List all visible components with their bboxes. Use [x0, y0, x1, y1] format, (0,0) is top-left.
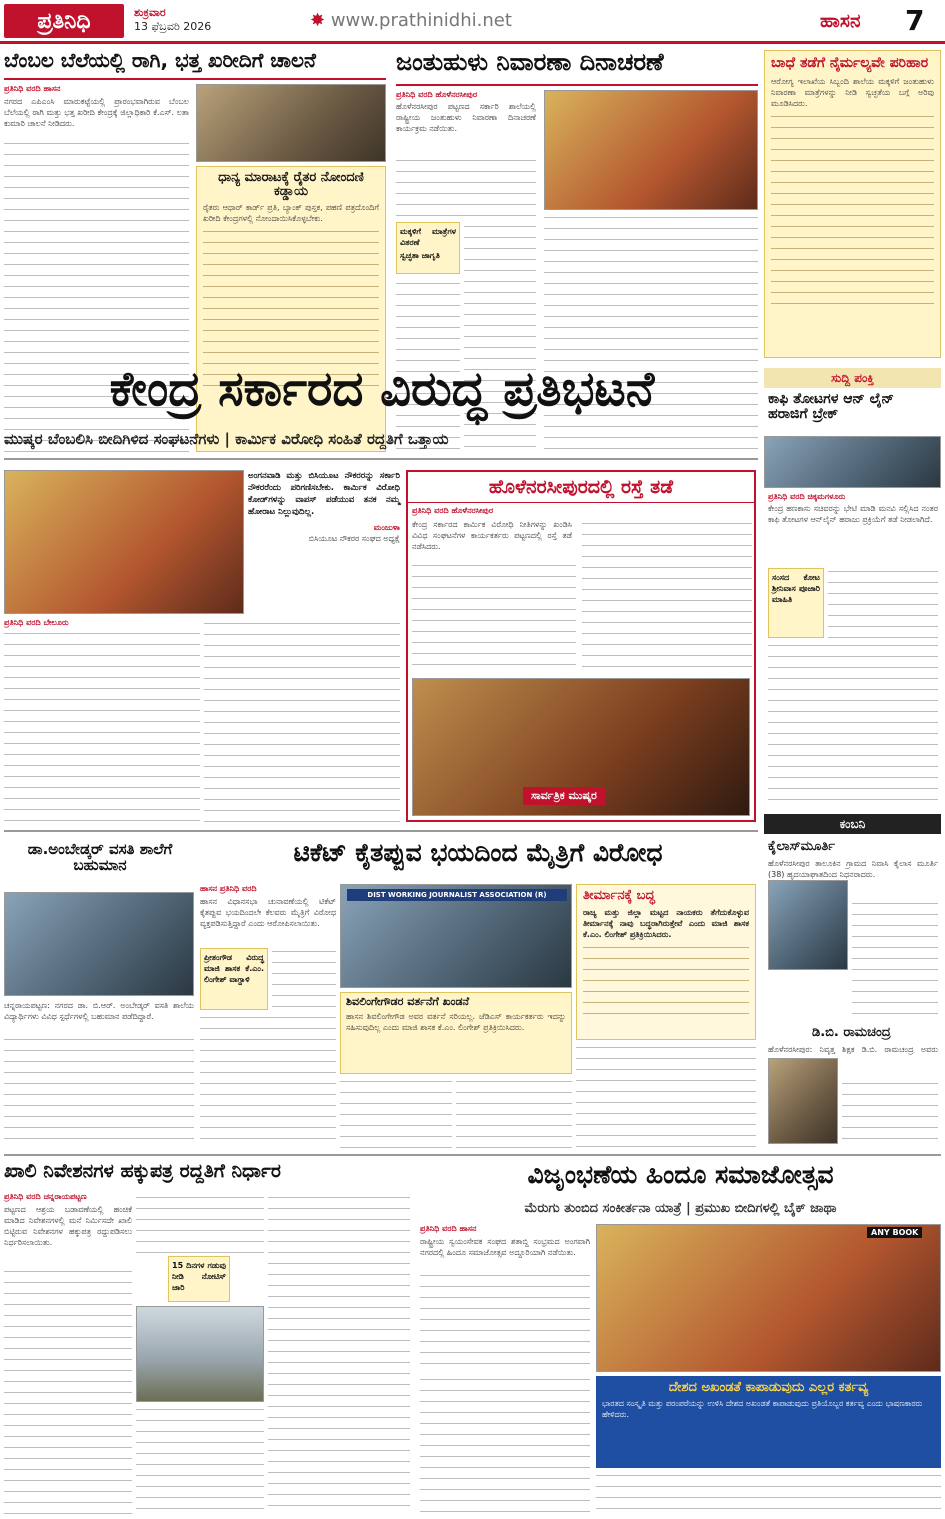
section-divider	[4, 458, 758, 460]
story-deworm-byline: ಪ್ರತಿನಿಧಿ ವರದಿ ಹೊಳೆನರಸೀಪುರ	[396, 90, 478, 99]
story-land-body-a	[4, 1268, 132, 1514]
story-ticket-body-a	[272, 948, 336, 1010]
condolence-text-2: ಹೊಳೆನರಸೀಪುರ: ನಿವೃತ್ತ ಶಿಕ್ಷಕ ಡಿ.ಬಿ. ರಾಮಚಂದ್ರ ಅವರು	[768, 1045, 938, 1054]
lead-story-body-a	[4, 630, 200, 822]
story-hindu-byline: ಪ್ರತಿನಿಧಿ ವರದಿ ಹಾಸನ	[420, 1224, 477, 1233]
story-deworm-pullquote2: ಸ್ವಚ್ಛತಾ ಜಾಗೃತಿ	[400, 251, 440, 260]
sidebox-hygiene	[764, 50, 941, 358]
story-ragi-headline: ಬೆಂಬಲ ಬೆಲೆಯಲ್ಲಿ ರಾಗಿ, ಭತ್ತ ಖರೀದಿಗೆ ಚಾಲನೆ	[4, 48, 316, 72]
story-land-headline: ಖಾಲಿ ನಿವೇಶನಗಳ ಹಕ್ಕುಪತ್ರ ರದ್ದತಿಗೆ ನಿರ್ಧಾರ	[4, 1160, 281, 1182]
story-hindu-box	[596, 1376, 941, 1468]
story-ticket-subbox-body	[583, 944, 749, 1014]
protest-banner: ಸಾರ್ವತ್ರಿಕ ಮುಷ್ಕರ	[523, 787, 605, 805]
lead-story-quote-role: ಬಿಸಿಯೂಟ ನೌಕರರ ಸಂಘದ ಅಧ್ಯಕ್ಷೆ	[308, 534, 400, 543]
story-hindu-headline: ವಿಜೃಂಭಣೆಯ ಹಿಂದೂ ಸಮಾಜೋತ್ಸವ	[527, 1160, 834, 1189]
sidebox-hygiene-body	[771, 113, 934, 313]
website-url-text: www.prathinidhi.net	[330, 10, 512, 31]
condolence-name-1: ಕೈಲಾಸ್‌ಮೂರ್ತಿ	[768, 839, 835, 854]
story-hindu-subhead: ಮೆರುಗು ತುಂಬಿದ ಸಂಕೀರ್ತನಾ ಯಾತ್ರೆ | ಪ್ರಮುಖ ಬೀದಿಗಳಲ್ಲಿ ಬೈಕ್ ಜಾಥಾ	[524, 1201, 837, 1216]
story-hindu-body-c	[596, 1472, 941, 1514]
lead-story-quote: ಅಂಗನವಾಡಿ ಮತ್ತು ಬಿಸಿಯೂಟ ನೌಕರರನ್ನು ಸರ್ಕಾರಿ ನೌಕರರೆಂದು ಪರಿಗಣಿಸಬೇಕು. ಕಾರ್ಮಿಕ ವಿರೋಧಿ ಕೋಡ್‌ಗಳನ್ನು ವಾಪಸ್ ಪಡೆಯುವ ತನಕ ನಮ್ಮ ಹೋರಾಟ ನಿಲ್ಲುವುದಿಲ್ಲ.	[248, 471, 400, 517]
story-ticket-photo-text: ಹಾಸನ ಶಿವಲಿಂಗೇಗೌಡ ಅವರ ವರ್ತನೆ ಸರಿಯಲ್ಲ. ಜೆಡಿಎಸ್ ಕಾರ್ಯಕರ್ತರು ಇದನ್ನು ಸಹಿಸುವುದಿಲ್ಲ ಎಂದು ಮಾಜಿ ಶಾಸಕ ಕೆ.ಎಂ. ಲಿಂಗೇಶ್ ಪ್ರತಿಕ್ರಿಯಿಸಿದರು.	[346, 1011, 566, 1032]
story-hindu-box-text: ಭಾರತದ ಸಂಸ್ಕೃತಿ ಮತ್ತು ಪರಂಪರೆಯನ್ನು ಉಳಿಸಿ ದೇಶದ ಅಖಂಡತೆ ಕಾಪಾಡುವುದು ಪ್ರತಿಯೊಬ್ಬರ ಕರ್ತವ್ಯ ಎಂದು ಭಾಷಣಕಾರರು ಹೇಳಿದರು.	[602, 1399, 923, 1419]
sidebox-hygiene-headline: ಬಾಧೆ ತಡೆಗೆ ನೈರ್ಮಲ್ಯವೇ ಪರಿಹಾರ	[771, 55, 929, 71]
story-holenarasipura-photo	[412, 678, 750, 816]
story-deworm-pullquote: ಮಕ್ಕಳಿಗೆ ಮಾತ್ರೆಗಳ ವಿತರಣೆ	[400, 227, 456, 247]
sidebar-news-text: ಕೇಂದ್ರ ಹಣಕಾಸು ಸಚಿವರನ್ನು ಭೇಟಿ ಮಾಡಿ ಮನವಿ ಸಲ್ಲಿಸಿದ ನಂತರ ಕಾಫಿ ತೋಟಗಳ ಆನ್‌ಲೈನ್ ಹರಾಜು ಪ್ರಕ್ರಿಯೆಗೆ ತಡೆ ನೀಡಲಾಗಿದೆ.	[768, 504, 938, 524]
story-holenarasipura-body-b	[582, 520, 752, 672]
issue-date: 13 ಫೆಬ್ರವರಿ 2026	[134, 20, 212, 33]
story-ragi-header	[4, 50, 386, 80]
story-land-pull-box	[168, 1256, 230, 1302]
story-ticket-body-d	[456, 1078, 572, 1148]
story-hindu-photo	[596, 1224, 941, 1372]
newspaper-logo: ಪ್ರತಿನಿಧಿ	[4, 4, 124, 38]
sidebar-news-byline: ಪ್ರತಿನಿಧಿ ವರದಿ ಚಿಕ್ಕಮಗಳೂರು	[768, 492, 846, 501]
story-hindu-body-a	[420, 1272, 590, 1372]
story-deworm-header	[396, 50, 758, 86]
story-deworm-headline: ಜಂತುಹುಳು ನಿವಾರಣಾ ದಿನಾಚರಣೆ	[396, 48, 664, 76]
lead-story-quote-by: ಮಂಜುಳಾ	[373, 523, 400, 532]
masthead	[0, 0, 945, 44]
sidebar-news-body-b	[768, 642, 938, 808]
lead-story-quote-box	[248, 470, 400, 614]
story-holenarasipura-headline: ಹೊಳೆನರಸೀಪುರದಲ್ಲಿ ರಸ್ತೆ ತಡೆ	[408, 472, 754, 503]
story-ragi-sidebox-title: ಧಾನ್ಯ ಮಾರಾಟಕ್ಕೆ ರೈತರ ನೋಂದಣಿ ಕಡ್ಡಾಯ	[218, 170, 364, 199]
story-land-body-b	[136, 1194, 264, 1254]
shop-sign: ANY BOOK	[867, 1227, 922, 1238]
sidebar-news-pull-box	[768, 568, 824, 638]
story-deworm-lead: ಹೊಳೆನರಸೀಪುರ ಪಟ್ಟಣದ ಸರ್ಕಾರಿ ಶಾಲೆಯಲ್ಲಿ ರಾಷ್ಟ್ರೀಯ ಜಂತುಹುಳು ನಿವಾರಣಾ ದಿನಾಚರಣೆ ಕಾರ್ಯಕ್ರಮ ನಡೆಯಿತು.	[396, 102, 536, 133]
story-deworm-body-a	[396, 157, 536, 217]
story-ticket-byline: ಹಾಸನ ಪ್ರತಿನಿಧಿ ವರದಿ	[200, 884, 257, 893]
story-ticket-caption-box	[340, 992, 572, 1074]
story-land-body-c	[136, 1406, 264, 1514]
lead-story-photo	[4, 470, 244, 614]
story-holenarasipura-box	[406, 470, 756, 822]
lead-story-subhead: ಮುಷ್ಕರ ಬೆಂಬಲಿಸಿ ಬೀದಿಗಿಳಿದ ಸಂಘಟನೆಗಳು | ಕಾರ್ಮಿಕ ವಿರೋಧಿ ಸಂಹಿತೆ ರದ್ದತಿಗೆ ಒತ್ತಾಯ	[4, 430, 449, 448]
story-ticket-photo-caption: ಶಿವಲಿಂಗೇಗೌಡರ ವರ್ತನೆಗೆ ಖಂಡನೆ	[346, 995, 470, 1008]
condolence-text-1: ಹೊಳೆನರಸೀಪುರ ತಾಲೂಕಿನ ಗ್ರಾಮದ ನಿವಾಸಿ ಕೈಲಾಸ ಮೂರ್ತಿ (38) ಹೃದಯಾಘಾತದಿಂದ ನಿಧನರಾದರು.	[768, 859, 938, 879]
story-land-body-d	[268, 1194, 410, 1514]
page-number: 7	[905, 4, 925, 37]
story-ticket-subhead: ತೀರ್ಮಾನಕ್ಕೆ ಬದ್ಧ	[583, 888, 655, 903]
story-ticket-subtext: ರಾಜ್ಯ ಮತ್ತು ಜಿಲ್ಲಾ ಮಟ್ಟದ ನಾಯಕರು ತೆಗೆದುಕೊಳ್ಳುವ ತೀರ್ಮಾನಕ್ಕೆ ನಾವು ಬದ್ಧರಾಗಿರುತ್ತೇವೆ ಎಂದು ಮಾಜಿ ಶಾಸಕ ಕೆ.ಎಂ. ಲಿಂಗೇಶ್ ಪ್ರತಿಕ್ರಿಯಿಸಿದರು.	[583, 907, 749, 939]
lead-story-body-b	[204, 620, 400, 822]
story-ragi-lead: ನಗರದ ಎಪಿಎಂಸಿ ಮಾರುಕಟ್ಟೆಯಲ್ಲಿ ಪ್ರಾರಂಭವಾಗಿರುವ ಬೆಂಬಲ ಬೆಲೆಯಲ್ಲಿ ರಾಗಿ ಮತ್ತು ಭತ್ತ ಖರೀದಿ ಕೇಂದ್ರಕ್ಕೆ ಜಿಲ್ಲಾಧಿಕಾರಿ ಕೆ.ಎಸ್. ಲತಾ ಕುಮಾರಿ ಚಾಲನೆ ನೀಡಿದರು.	[4, 97, 189, 128]
condolence-body-2	[842, 1080, 938, 1144]
sidebar-news-pull: ಸಂಸದ ಕೋಟ ಶ್ರೀನಿವಾಸ ಪೂಜಾರಿ ಮಾಹಿತಿ	[772, 573, 820, 604]
story-ticket-subbox	[576, 884, 756, 1040]
story-ambedkar-photo	[4, 892, 194, 996]
story-land-pull: 15 ದಿನಗಳ ಗಡುವು ನೀಡಿ ನೋಟಿಸ್ ಜಾರಿ	[172, 1261, 226, 1292]
story-ticket-lead: ಹಾಸನ ವಿಧಾನಸಭಾ ಚುನಾವಣೆಯಲ್ಲಿ ಟಿಕೆಟ್ ಕೈತಪ್ಪುವ ಭಯದಿಂದಲೇ ಕೆಲವರು ಮೈತ್ರಿಗೆ ವಿರೋಧ ವ್ಯಕ್ತಪಡಿಸುತ್ತಿದ್ದಾರೆ ಎಂದು ಆರೋಪಿಸಲಾಯಿತು.	[200, 897, 336, 928]
sidebox-hygiene-text: ಆರೋಗ್ಯ ಇಲಾಖೆಯ ಸಿಬ್ಬಂದಿ ಶಾಲೆಯ ಮಕ್ಕಳಿಗೆ ಜಂತುಹುಳು ನಿವಾರಣಾ ಮಾತ್ರೆಗಳನ್ನು ನೀಡಿ ಸ್ವಚ್ಛತೆಯ ಬಗ್ಗೆ ಅರಿವು ಮೂಡಿಸಿದರು.	[771, 76, 934, 108]
condolence-name-2: ಡಿ.ಬಿ. ರಾಮಚಂದ್ರ	[812, 1025, 891, 1040]
story-ragi-byline: ಪ್ರತಿನಿಧಿ ವರದಿ ಹಾಸನ	[4, 84, 61, 93]
story-hindu-body-b	[420, 1376, 590, 1514]
sidebar-news-headline: ಕಾಫಿ ತೋಟಗಳ ಆನ್ ಲೈನ್ ಹರಾಜಿಗೆ ಬ್ರೇಕ್	[768, 391, 894, 422]
edition-city: ಹಾಸನ	[820, 10, 861, 32]
story-land-byline: ಪ್ರತಿನಿಧಿ ವರದಿ ಚನ್ನರಾಯಪಟ್ಟಣ	[4, 1192, 87, 1201]
story-ambedkar-headline: ಡಾ.ಅಂಬೇಡ್ಕರ್ ವಸತಿ ಶಾಲೆಗೆ ಬಹುಮಾನ	[27, 840, 173, 874]
story-hindu-box-title: ದೇಶದ ಅಖಂಡತೆ ಕಾಪಾಡುವುದು ಎಲ್ಲರ ಕರ್ತವ್ಯ	[668, 1380, 869, 1395]
story-holenarasipura-lead: ಕೇಂದ್ರ ಸರ್ಕಾರದ ಕಾರ್ಮಿಕ ವಿರೋಧಿ ನೀತಿಗಳನ್ನು ಖಂಡಿಸಿ ವಿವಿಧ ಸಂಘಟನೆಗಳ ಕಾರ್ಯಕರ್ತರು ಪಟ್ಟಣದಲ್ಲಿ ರಸ್ತೆ ತಡೆ ನಡೆಸಿದರು.	[412, 519, 572, 551]
story-ticket-body-b	[200, 1014, 336, 1148]
story-ticket-pull: ಪ್ರೀತಂಗೌಡ ವಿರುದ್ಧ ಮಾಜಿ ಶಾಸಕ ಕೆ.ಎಂ. ಲಿಂಗೇಶ್ ವಾಗ್ದಾಳಿ	[204, 953, 264, 984]
section-divider-3	[4, 1154, 941, 1156]
story-land-photo	[136, 1306, 264, 1402]
story-ticket-body-e	[576, 1044, 756, 1148]
condolence-photo-2	[768, 1058, 838, 1144]
story-ticket-body-c	[340, 1078, 452, 1148]
lead-story-headline: ಕೇಂದ್ರ ಸರ್ಕಾರದ ವಿರುದ್ಧ ಪ್ರತಿಭಟನೆ	[109, 361, 655, 417]
press-banner: DIST WORKING JOURNALIST ASSOCIATION (R)	[347, 889, 567, 901]
story-holenarasipura-byline: ಪ್ರತಿನಿಧಿ ವರದಿ ಹೊಳೆನರಸೀಪುರ	[412, 505, 494, 515]
date-block	[134, 6, 211, 34]
condolence-label: ಕಂಬನಿ	[764, 814, 941, 834]
website-url[interactable]	[310, 10, 512, 31]
story-deworm-photo	[544, 90, 758, 210]
sidebar-news-label: ಸುದ್ದಿ ಪಂಕ್ತಿ	[764, 368, 941, 388]
weekday: ಶುಕ್ರವಾರ	[134, 6, 166, 19]
story-ragi-sidebox-text: ರೈತರು ಆಧಾರ್ ಕಾರ್ಡ್ ಪ್ರತಿ, ಬ್ಯಾಂಕ್ ಪುಸ್ತಕ, ಪಹಣಿ ಪತ್ರದೊಂದಿಗೆ ಖರೀದಿ ಕೇಂದ್ರಗಳಲ್ಲಿ ನೋಂದಾಯಿಸಿಕೊಳ್ಳಬೇಕು.	[203, 203, 379, 224]
story-ticket-pull-box	[200, 948, 268, 1010]
story-ticket-headline: ಟಿಕೆಟ್ ಕೈತಪ್ಪುವ ಭಯದಿಂದ ಮೈತ್ರಿಗೆ ವಿರೋಧ	[293, 838, 663, 867]
condolence-body-1	[852, 900, 938, 1020]
story-ambedkar-body	[4, 1036, 194, 1148]
story-deworm-pullquote-box	[396, 222, 460, 274]
story-holenarasipura-body-a	[412, 562, 576, 672]
story-ragi-photo	[196, 84, 386, 162]
sidebar-news-body-a	[828, 568, 938, 638]
story-ambedkar-text: ಚನ್ನರಾಯಪಟ್ಟಣ: ನಗರದ ಡಾ. ಬಿ.ಆರ್. ಅಂಬೇಡ್ಕರ್ ವಸತಿ ಶಾಲೆಯ ವಿದ್ಯಾರ್ಥಿಗಳು ವಿವಿಧ ಸ್ಪರ್ಧೆಗಳಲ್ಲಿ ಬಹುಮಾನ ಪಡೆದಿದ್ದಾರೆ.	[4, 1001, 194, 1021]
story-ticket-photo	[340, 884, 572, 988]
star-icon: ✸	[310, 10, 331, 31]
condolence-photo-1	[768, 880, 848, 970]
section-divider-2	[4, 830, 758, 832]
story-land-lead: ಪಟ್ಟಣದ ಆಶ್ರಯ ಬಡಾವಣೆಯಲ್ಲಿ ಹಂಚಿಕೆ ಮಾಡಿದ ನಿವೇಶನಗಳಲ್ಲಿ ಮನೆ ನಿರ್ಮಿಸದೇ ಖಾಲಿ ಬಿಟ್ಟಿರುವ ನಿವೇಶನಗಳ ಹಕ್ಕುಪತ್ರ ರದ್ದುಪಡಿಸಲು ನಿರ್ಧರಿಸಲಾಯಿತು.	[4, 1205, 132, 1247]
story-hindu-lead: ರಾಷ್ಟ್ರೀಯ ಸ್ವಯಂಸೇವಕ ಸಂಘದ ಶತಾಬ್ದಿ ಸಂಭ್ರಮದ ಅಂಗವಾಗಿ ನಗರದಲ್ಲಿ ಹಿಂದೂ ಸಮಾಜೋತ್ಸವ ಅದ್ದೂರಿಯಾಗಿ ನಡೆಯಿತು.	[420, 1237, 590, 1257]
sidebar-news-photo	[764, 436, 941, 488]
lead-story-byline: ಪ್ರತಿನಿಧಿ ವರದಿ ಬೇಲೂರು	[4, 618, 69, 627]
